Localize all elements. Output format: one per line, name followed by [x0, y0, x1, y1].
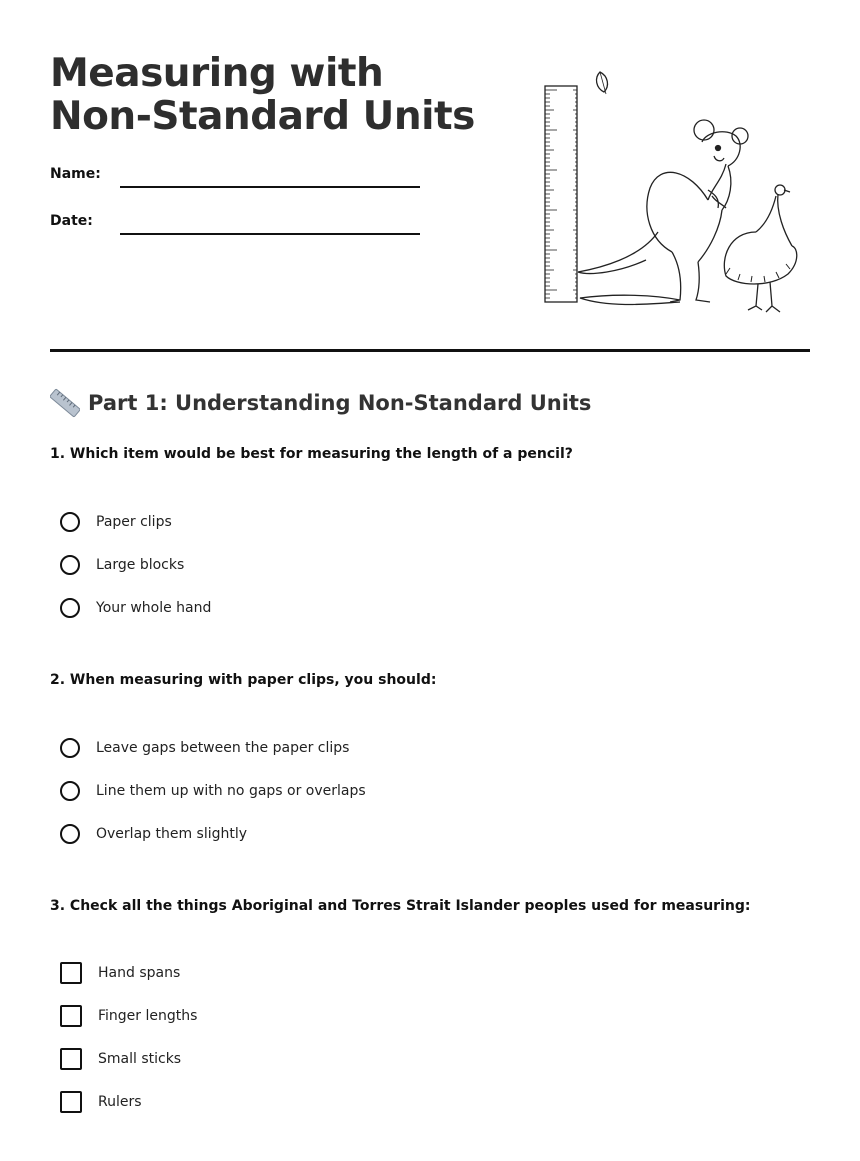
- option-label: Large blocks: [96, 557, 185, 573]
- ruler-icon: [545, 86, 577, 302]
- emu-icon: [724, 185, 796, 312]
- radio-button[interactable]: [60, 738, 80, 758]
- option-label: Leave gaps between the paper clips: [96, 740, 350, 756]
- question-3: 3. Check all the things Aboriginal and Torres Strait Islander peoples used for measuring:: [50, 898, 751, 914]
- q3-option-small-sticks[interactable]: [60, 1047, 181, 1071]
- option-label: Hand spans: [98, 965, 181, 981]
- date-field[interactable]: [120, 233, 420, 235]
- radio-button[interactable]: [60, 555, 80, 575]
- name-field[interactable]: [120, 186, 420, 188]
- date-label: Date:: [50, 213, 93, 229]
- option-label: Small sticks: [98, 1051, 182, 1067]
- option-label: Overlap them slightly: [96, 826, 248, 842]
- section-divider: [50, 349, 810, 352]
- question-2: 2. When measuring with paper clips, you should:: [50, 672, 437, 688]
- ruler-icon: [50, 388, 80, 418]
- option-label: Line them up with no gaps or overlaps: [96, 783, 366, 799]
- checkbox[interactable]: [60, 1048, 82, 1070]
- part1-heading: [50, 388, 591, 418]
- q3-option-finger-lengths[interactable]: [60, 1004, 197, 1028]
- name-label: Name:: [50, 166, 101, 182]
- part1-heading-text: Part 1: Understanding Non-Standard Units: [88, 391, 592, 415]
- worksheet-title: Measuring with Non-Standard Units: [50, 51, 475, 139]
- animals-ruler-illustration: [530, 62, 820, 320]
- radio-button[interactable]: [60, 512, 80, 532]
- q2-option-leave-gaps[interactable]: [60, 736, 349, 760]
- option-label: Finger lengths: [98, 1008, 198, 1024]
- q1-option-paper-clips[interactable]: [60, 510, 172, 534]
- feather-icon: [597, 72, 608, 94]
- checkbox[interactable]: [60, 1091, 82, 1113]
- kangaroo-icon: [578, 120, 748, 305]
- radio-button[interactable]: [60, 824, 80, 844]
- radio-button[interactable]: [60, 598, 80, 618]
- q1-option-whole-hand[interactable]: [60, 596, 211, 620]
- option-label: Rulers: [98, 1094, 142, 1110]
- radio-button[interactable]: [60, 781, 80, 801]
- option-label: Your whole hand: [96, 600, 212, 616]
- q2-option-overlap[interactable]: [60, 822, 247, 846]
- q2-option-no-gaps[interactable]: [60, 779, 366, 803]
- q3-option-rulers[interactable]: [60, 1090, 142, 1114]
- option-label: Paper clips: [96, 514, 172, 530]
- checkbox[interactable]: [60, 962, 82, 984]
- question-1: 1. Which item would be best for measuring the length of a pencil?: [50, 446, 573, 462]
- checkbox[interactable]: [60, 1005, 82, 1027]
- q1-option-large-blocks[interactable]: [60, 553, 184, 577]
- q3-option-hand-spans[interactable]: [60, 961, 180, 985]
